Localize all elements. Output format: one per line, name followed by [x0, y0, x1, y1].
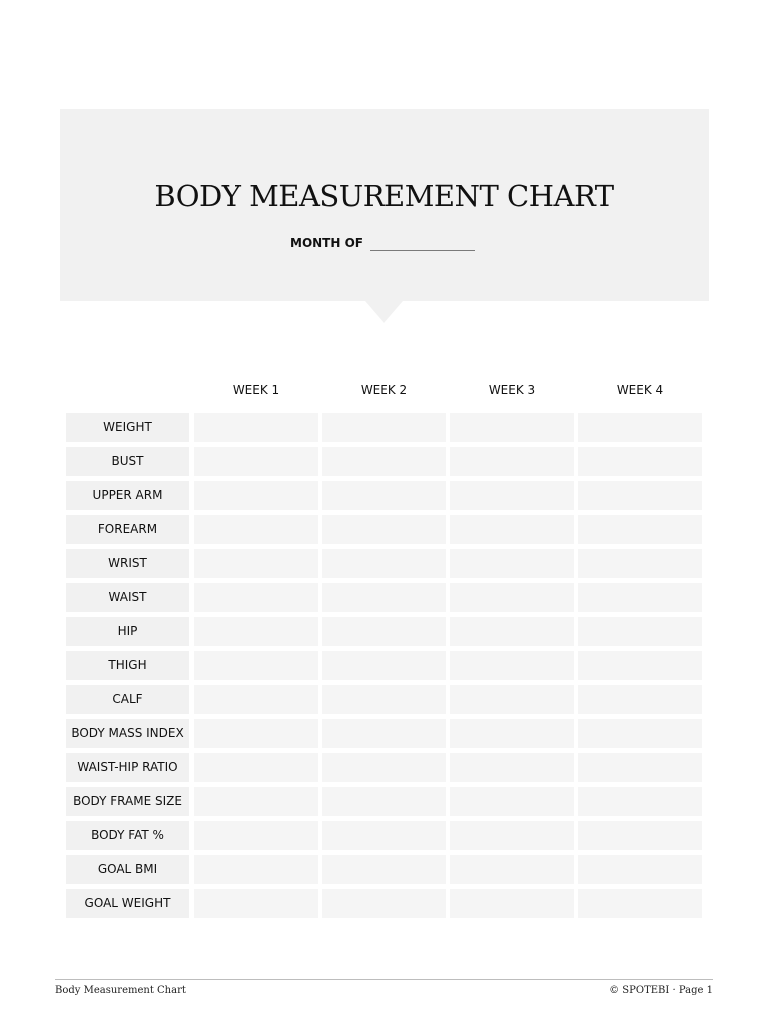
row-label: BUST — [66, 447, 189, 476]
measurement-cell-week-4[interactable] — [578, 549, 702, 578]
measurement-cell-week-2[interactable] — [322, 413, 446, 442]
table-row — [66, 549, 703, 578]
measurement-cell-week-4[interactable] — [578, 447, 702, 476]
measurement-cell-week-3[interactable] — [450, 821, 574, 850]
row-label: WAIST — [66, 583, 189, 612]
measurement-cell-week-3[interactable] — [450, 515, 574, 544]
measurement-cell-week-3[interactable] — [450, 413, 574, 442]
measurement-cell-week-3[interactable] — [450, 481, 574, 510]
table-row — [66, 651, 703, 680]
measurement-cell-week-2[interactable] — [322, 685, 446, 714]
measurement-cell-week-4[interactable] — [578, 413, 702, 442]
measurement-cell-week-1[interactable] — [194, 889, 318, 918]
table-row — [66, 719, 703, 748]
measurement-cell-week-4[interactable] — [578, 821, 702, 850]
measurement-cell-week-4[interactable] — [578, 685, 702, 714]
table-row — [66, 855, 703, 884]
row-label: GOAL BMI — [66, 855, 189, 884]
measurement-cell-week-2[interactable] — [322, 549, 446, 578]
month-of-blank-field[interactable] — [370, 236, 475, 251]
measurement-cell-week-3[interactable] — [450, 549, 574, 578]
column-header-week-3: WEEK 3 — [488, 383, 536, 397]
measurement-cell-week-4[interactable] — [578, 515, 702, 544]
measurement-cell-week-3[interactable] — [450, 787, 574, 816]
measurement-cell-week-1[interactable] — [194, 583, 318, 612]
table-row — [66, 617, 703, 646]
measurement-cell-week-2[interactable] — [322, 821, 446, 850]
measurement-cell-week-1[interactable] — [194, 753, 318, 782]
measurement-cell-week-1[interactable] — [194, 855, 318, 884]
row-label: CALF — [66, 685, 189, 714]
measurement-cell-week-3[interactable] — [450, 685, 574, 714]
row-label: BODY MASS INDEX — [66, 719, 189, 748]
row-label: HIP — [66, 617, 189, 646]
row-label: BODY FAT % — [66, 821, 189, 850]
row-label: WAIST-HIP RATIO — [66, 753, 189, 782]
measurement-cell-week-1[interactable] — [194, 481, 318, 510]
row-label: BODY FRAME SIZE — [66, 787, 189, 816]
measurement-cell-week-1[interactable] — [194, 685, 318, 714]
measurement-cell-week-4[interactable] — [578, 787, 702, 816]
measurement-cell-week-2[interactable] — [322, 447, 446, 476]
measurement-cell-week-3[interactable] — [450, 651, 574, 680]
row-label: THIGH — [66, 651, 189, 680]
measurement-cell-week-3[interactable] — [450, 753, 574, 782]
footer-divider — [55, 979, 713, 980]
measurement-cell-week-4[interactable] — [578, 889, 702, 918]
column-header-week-1: WEEK 1 — [232, 383, 280, 397]
row-label: FOREARM — [66, 515, 189, 544]
table-row — [66, 413, 703, 442]
measurement-cell-week-1[interactable] — [194, 787, 318, 816]
measurement-cell-week-4[interactable] — [578, 719, 702, 748]
row-label: UPPER ARM — [66, 481, 189, 510]
measurement-cell-week-4[interactable] — [578, 855, 702, 884]
column-header-week-4: WEEK 4 — [616, 383, 664, 397]
measurement-cell-week-3[interactable] — [450, 889, 574, 918]
measurement-cell-week-4[interactable] — [578, 481, 702, 510]
table-row — [66, 821, 703, 850]
table-row — [66, 447, 703, 476]
table-row — [66, 481, 703, 510]
measurement-cell-week-2[interactable] — [322, 719, 446, 748]
measurement-cell-week-1[interactable] — [194, 651, 318, 680]
measurement-cell-week-1[interactable] — [194, 515, 318, 544]
measurement-cell-week-1[interactable] — [194, 447, 318, 476]
table-row — [66, 889, 703, 918]
footer-document-title: Body Measurement Chart — [55, 985, 186, 996]
measurement-cell-week-2[interactable] — [322, 583, 446, 612]
measurement-cell-week-2[interactable] — [322, 889, 446, 918]
header-pointer — [365, 301, 403, 323]
table-row — [66, 685, 703, 714]
measurement-cell-week-1[interactable] — [194, 549, 318, 578]
measurement-cell-week-2[interactable] — [322, 481, 446, 510]
measurement-cell-week-2[interactable] — [322, 855, 446, 884]
measurement-cell-week-4[interactable] — [578, 583, 702, 612]
row-label: GOAL WEIGHT — [66, 889, 189, 918]
measurement-cell-week-3[interactable] — [450, 447, 574, 476]
measurement-cell-week-2[interactable] — [322, 651, 446, 680]
row-label: WEIGHT — [66, 413, 189, 442]
month-of-label: MONTH OF — [290, 236, 363, 250]
measurement-cell-week-3[interactable] — [450, 719, 574, 748]
table-row — [66, 753, 703, 782]
page-title: BODY MEASUREMENT CHART — [154, 179, 614, 213]
measurement-cell-week-1[interactable] — [194, 719, 318, 748]
measurement-cell-week-1[interactable] — [194, 821, 318, 850]
measurement-cell-week-4[interactable] — [578, 651, 702, 680]
measurement-cell-week-4[interactable] — [578, 617, 702, 646]
measurement-cell-week-2[interactable] — [322, 515, 446, 544]
row-label: WRIST — [66, 549, 189, 578]
measurement-cell-week-2[interactable] — [322, 617, 446, 646]
measurement-cell-week-2[interactable] — [322, 753, 446, 782]
table-row — [66, 787, 703, 816]
footer-copyright-page: © SPOTEBI · Page 1 — [609, 985, 713, 996]
table-row — [66, 583, 703, 612]
column-header-week-2: WEEK 2 — [360, 383, 408, 397]
measurement-cell-week-1[interactable] — [194, 617, 318, 646]
measurement-cell-week-3[interactable] — [450, 617, 574, 646]
measurement-cell-week-1[interactable] — [194, 413, 318, 442]
measurement-cell-week-3[interactable] — [450, 583, 574, 612]
measurement-cell-week-3[interactable] — [450, 855, 574, 884]
month-of-row — [290, 231, 475, 251]
measurement-cell-week-4[interactable] — [578, 753, 702, 782]
measurement-cell-week-2[interactable] — [322, 787, 446, 816]
table-row — [66, 515, 703, 544]
